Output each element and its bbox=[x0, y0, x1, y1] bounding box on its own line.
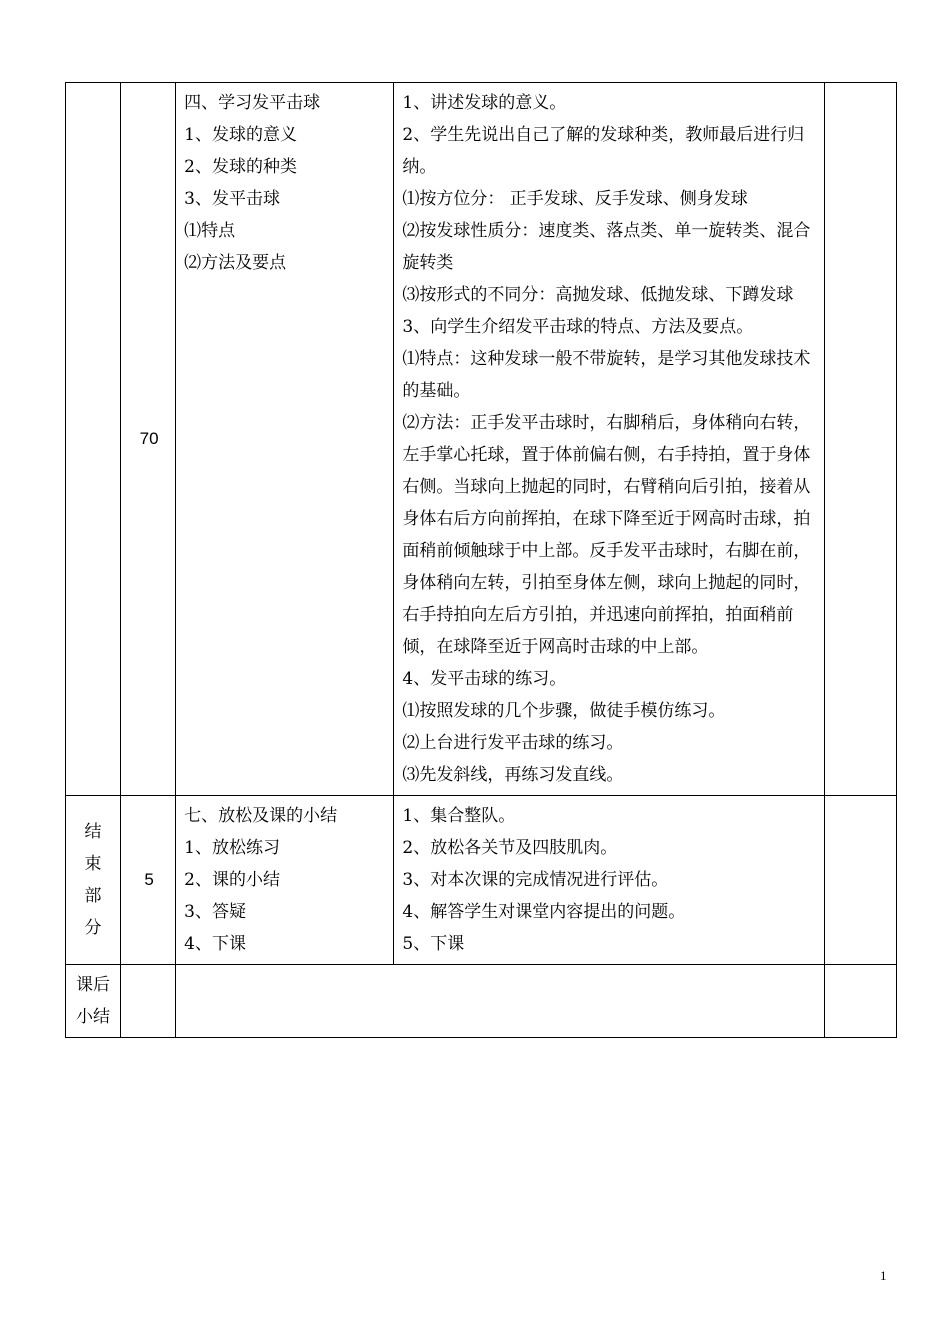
method-line: ⑵上台进行发平击球的练习。 bbox=[402, 733, 624, 753]
method-line: 4、发平击球的练习。 bbox=[402, 669, 567, 689]
section-char: 束 bbox=[84, 854, 102, 874]
method-line: ⑶先发斜线，再练习发直线。 bbox=[402, 765, 624, 785]
method-line: ⑵按发球性质分：速度类、落点类、单一旋转类、混合旋转类 bbox=[402, 221, 811, 273]
time-value: 70 bbox=[139, 429, 159, 448]
method-cell bbox=[394, 83, 825, 796]
method-line: ⑵方法：正手发平击球时，右脚稍后，身体稍向右转，左手掌心托球，置于体前偏右侧，右手持拍，置于身体右侧。当球向上抛起的同时，右臂稍向后引拍，接着从身体右后方向前挥拍，在球下降至近于网高时击球，拍面稍前倾触球于中上部。反手发平击球时，右脚在前，身体稍向左转，引拍至身体左侧，球向上抛起的同时，右手持拍向左后方引拍，并迅速向前挥拍，拍面稍前倾，在球降至近于网高时击球的中上部。 bbox=[402, 413, 811, 657]
note-cell bbox=[824, 965, 896, 1038]
content-line: 2、课的小结 bbox=[184, 870, 280, 890]
method-line: 5、下课 bbox=[402, 934, 465, 954]
content-line: 3、发平击球 bbox=[184, 189, 280, 209]
section-char: 分 bbox=[84, 918, 102, 938]
summary-cell bbox=[176, 965, 825, 1038]
section-char: 课后 bbox=[76, 975, 111, 995]
lesson-plan-table bbox=[65, 82, 897, 1038]
time-value: 5 bbox=[144, 870, 154, 889]
content-line: 1、放松练习 bbox=[184, 838, 280, 858]
method-line: 2、放松各关节及四肢肌肉。 bbox=[402, 838, 618, 858]
method-line: ⑶按形式的不同分：高抛发球、低抛发球、下蹲发球 bbox=[402, 285, 794, 305]
content-line: 四、学习发平击球 bbox=[184, 93, 321, 113]
table-row bbox=[66, 965, 897, 1038]
method-line: 3、向学生介绍发平击球的特点、方法及要点。 bbox=[402, 317, 754, 337]
section-cell bbox=[66, 796, 121, 965]
method-line: 3、对本次课的完成情况进行评估。 bbox=[402, 870, 669, 890]
content-cell bbox=[176, 83, 394, 796]
method-line: 1、集合整队。 bbox=[402, 806, 516, 826]
method-line: 1、讲述发球的意义。 bbox=[402, 93, 567, 113]
method-line: ⑴特点：这种发球一般不带旋转，是学习其他发球技术的基础。 bbox=[402, 349, 811, 401]
content-line: 3、答疑 bbox=[184, 902, 246, 922]
content-line: ⑵方法及要点 bbox=[184, 253, 287, 273]
method-line: 2、学生先说出自己了解的发球种类，教师最后进行归纳。 bbox=[402, 125, 805, 177]
note-cell bbox=[824, 83, 896, 796]
section-char: 结 bbox=[84, 822, 102, 842]
time-cell bbox=[121, 965, 176, 1038]
time-cell bbox=[121, 796, 176, 965]
table-row bbox=[66, 796, 897, 965]
section-cell bbox=[66, 83, 121, 796]
method-line: 4、解答学生对课堂内容提出的问题。 bbox=[402, 902, 686, 922]
note-cell bbox=[824, 796, 896, 965]
method-line: ⑴按方位分： 正手发球、反手发球、侧身发球 bbox=[402, 189, 748, 209]
page-number: 1 bbox=[880, 1268, 887, 1283]
method-cell bbox=[394, 796, 825, 965]
section-cell bbox=[66, 965, 121, 1038]
content-line: 4、下课 bbox=[184, 934, 246, 954]
table-row bbox=[66, 83, 897, 796]
content-line: ⑴特点 bbox=[184, 221, 236, 241]
content-line: 2、发球的种类 bbox=[184, 157, 297, 177]
content-line: 1、发球的意义 bbox=[184, 125, 297, 145]
content-cell bbox=[176, 796, 394, 965]
content-line: 七、放松及课的小结 bbox=[184, 806, 338, 826]
time-cell bbox=[121, 83, 176, 796]
section-char: 小结 bbox=[76, 1007, 111, 1027]
section-char: 部 bbox=[84, 886, 102, 906]
method-line: ⑴按照发球的几个步骤，做徒手模仿练习。 bbox=[402, 701, 726, 721]
